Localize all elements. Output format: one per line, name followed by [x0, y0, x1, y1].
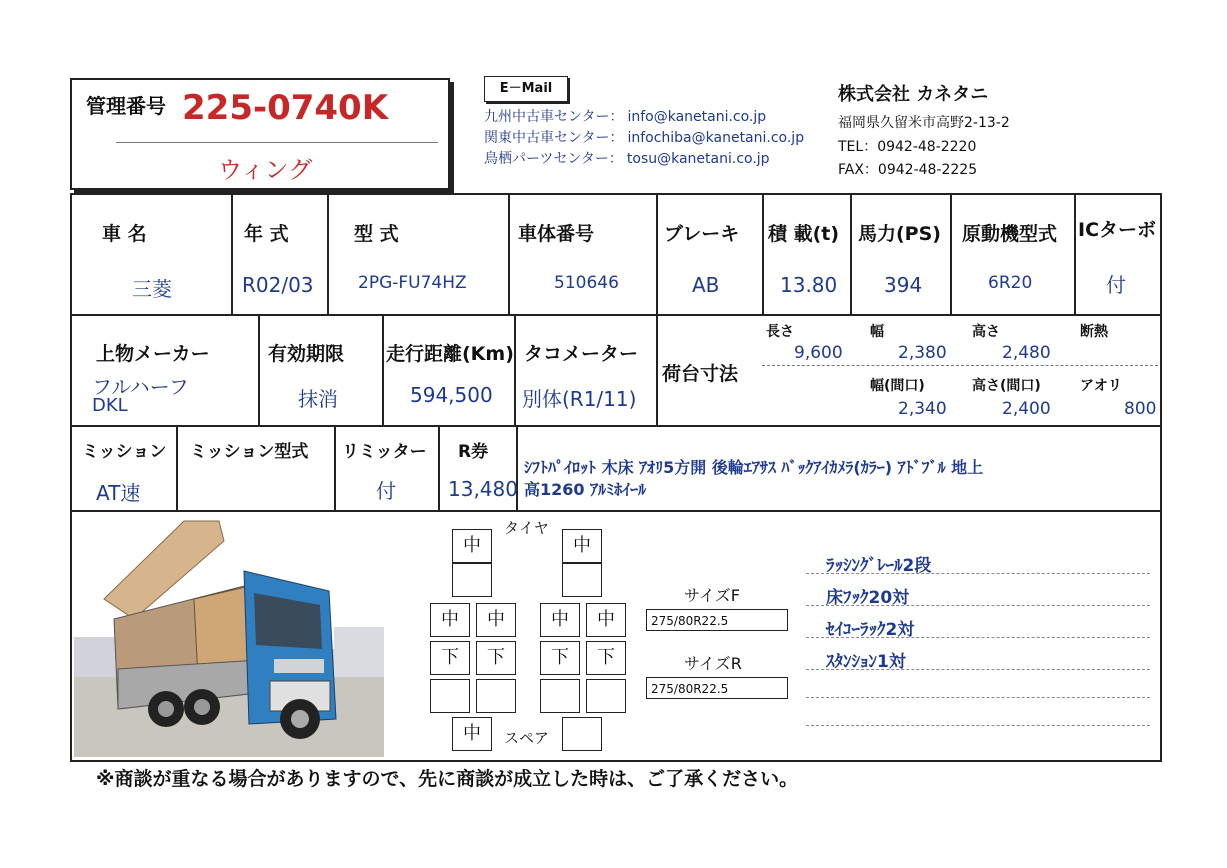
management-label: 管理番号	[86, 94, 166, 118]
value-inner-width: 2,340	[898, 399, 947, 419]
value-mission: AT速	[96, 481, 141, 505]
email-center: 九州中古車センター：	[484, 109, 624, 125]
email-title: E－Mail	[484, 76, 568, 102]
header-model: 型 式	[354, 223, 399, 245]
tire-front-left: 中	[452, 529, 492, 563]
header-turbo: ICターボ	[1078, 219, 1157, 241]
header-year: 年 式	[244, 223, 289, 245]
header-load: 積 載(t)	[768, 223, 840, 245]
tire-rear3-left-outer	[430, 679, 470, 713]
value-mileage: 594,500	[410, 383, 493, 407]
tire-spare-empty	[562, 717, 602, 751]
size-r-label: サイズR	[684, 654, 742, 673]
value-turbo: 付	[1106, 273, 1126, 297]
spare-label: スペア	[504, 729, 550, 747]
remarks-line-2: 高1260 ｱﾙﾐﾎｲｰﾙ	[524, 480, 647, 499]
label-width: 幅	[870, 324, 884, 340]
email-address[interactable]: infochiba@kanetani.co.jp	[627, 130, 805, 146]
equipment-item: ｽﾀﾝｼｮﾝ1対	[826, 652, 906, 672]
tire-rear2-right-outer: 下	[586, 641, 626, 675]
col-divider	[231, 195, 233, 314]
company-address: 福岡県久留米市高野2-13-2	[838, 115, 1010, 131]
value-power: 394	[884, 273, 923, 297]
dimension-divider	[762, 365, 1158, 366]
email-center: 鳥栖パーツセンター：	[484, 151, 623, 167]
value-inner-height: 2,400	[1002, 399, 1051, 419]
value-r-ticket: 13,480	[448, 477, 518, 501]
col-divider	[258, 314, 260, 425]
header-engine: 原動機型式	[962, 223, 1058, 245]
col-divider	[656, 314, 658, 425]
value-body-maker-sub: DKL	[92, 395, 128, 416]
col-divider	[850, 195, 852, 314]
company-name: 株式会社 カネタニ	[838, 84, 989, 105]
value-height: 2,480	[1002, 343, 1051, 363]
label-insulation: 断熱	[1080, 324, 1108, 340]
equipment-item: ﾗｯｼﾝｸﾞﾚｰﾙ2段	[826, 556, 932, 576]
equipment-item: 床ﾌｯｸ20対	[826, 588, 910, 608]
truck-photo	[74, 519, 384, 757]
header-bed-dimensions: 荷台寸法	[662, 363, 739, 385]
header-body-maker: 上物メーカー	[96, 343, 210, 365]
value-limiter: 付	[376, 479, 396, 503]
col-divider	[508, 195, 510, 314]
email-center: 関東中古車センター：	[484, 130, 624, 146]
value-tachometer: 別体(R1/11)	[522, 387, 637, 411]
value-expiry: 抹消	[298, 387, 338, 411]
tire-front-right-empty	[562, 563, 602, 597]
value-model: 2PG-FU74HZ	[358, 273, 467, 293]
equipment-rule	[806, 725, 1150, 726]
label-gate: アオリ	[1080, 378, 1122, 394]
tire-front-right: 中	[562, 529, 602, 563]
header-brake: ブレーキ	[664, 223, 740, 245]
tire-rear1-right-outer: 中	[586, 603, 626, 637]
col-divider	[950, 195, 952, 314]
company-tel: TEL：0942-48-2220	[838, 139, 977, 155]
value-year: R02/03	[242, 273, 314, 297]
tire-rear2-left-outer: 下	[430, 641, 470, 675]
size-f-value: 275/80R22.5	[646, 609, 788, 631]
row-divider	[72, 425, 1160, 427]
management-box	[70, 78, 450, 190]
value-chassis-number: 510646	[554, 273, 619, 293]
value-body-maker: フルハーフ	[92, 375, 189, 399]
header-mileage: 走行距離(Km)	[386, 343, 514, 365]
email-address[interactable]: info@kanetani.co.jp	[627, 109, 767, 125]
tire-rear1-left-outer: 中	[430, 603, 470, 637]
tire-rear3-right-outer	[586, 679, 626, 713]
email-line-tosu	[484, 148, 770, 168]
size-r-value: 275/80R22.5	[646, 677, 788, 699]
header-power: 馬力(PS)	[858, 223, 941, 245]
tire-front-left-empty	[452, 563, 492, 597]
equipment-item: ｾｲｺｰﾗｯｸ2対	[826, 620, 915, 640]
header-limiter: リミッター	[342, 442, 427, 462]
value-load: 13.80	[780, 273, 838, 297]
col-divider	[514, 314, 516, 425]
col-divider	[382, 314, 384, 425]
col-divider	[327, 195, 329, 314]
col-divider	[656, 195, 658, 314]
value-width: 2,380	[898, 343, 947, 363]
size-f-label: サイズF	[684, 586, 740, 605]
body-type: ウィング	[218, 156, 313, 184]
label-inner-width: 幅(間口)	[870, 378, 925, 394]
remarks-line-1: ｼﾌﾄﾊﾟｲﾛｯﾄ 木床 ｱｵﾘ5方開 後輪ｴｱｻｽ ﾊﾞｯｸｱｲｶﾒﾗ(ｶﾗｰ) ｱﾄﾞﾌﾞﾙ 地上	[524, 458, 984, 477]
tire-rear2-right-inner: 下	[540, 641, 580, 675]
value-gate: 800	[1124, 399, 1157, 419]
col-divider	[438, 425, 440, 510]
header-mission: ミッション	[82, 442, 167, 462]
col-divider	[762, 195, 764, 314]
label-inner-height: 高さ(間口)	[972, 378, 1041, 394]
row-divider	[72, 510, 1160, 512]
value-brake: AB	[692, 273, 720, 297]
header-expiry: 有効期限	[268, 343, 345, 365]
equipment-rule	[806, 697, 1150, 698]
label-height: 高さ	[972, 324, 1000, 340]
header-vehicle-name: 車 名	[102, 223, 147, 245]
label-length: 長さ	[766, 324, 794, 340]
tire-spare: 中	[452, 717, 492, 751]
tire-rear3-left-inner	[476, 679, 516, 713]
company-fax: FAX：0942-48-2225	[838, 162, 978, 178]
value-length: 9,600	[794, 343, 843, 363]
tire-rear2-left-inner: 下	[476, 641, 516, 675]
header-tachometer: タコメーター	[524, 343, 639, 365]
col-divider	[334, 425, 336, 510]
tire-title: タイヤ	[504, 519, 549, 537]
footer-note: ※商談が重なる場合がありますので、先に商談が成立した時は、ご了承ください。	[96, 768, 799, 790]
spec-table	[70, 193, 1162, 762]
email-address[interactable]: tosu@kanetani.co.jp	[626, 151, 770, 167]
tire-rear1-left-inner: 中	[476, 603, 516, 637]
email-line-kyushu	[484, 106, 766, 126]
header-r-ticket: R券	[458, 442, 489, 462]
row-divider	[72, 314, 1160, 316]
email-line-kanto	[484, 127, 804, 147]
value-vehicle-name: 三菱	[132, 277, 172, 301]
tire-rear3-right-inner	[540, 679, 580, 713]
header-chassis-number: 車体番号	[518, 223, 595, 245]
management-number: 225-0740K	[182, 88, 389, 128]
col-divider	[176, 425, 178, 510]
header-mission-model: ミッション型式	[190, 442, 309, 462]
truck-icon	[74, 519, 384, 757]
tire-rear1-right-inner: 中	[540, 603, 580, 637]
divider	[116, 142, 438, 143]
value-engine: 6R20	[988, 273, 1033, 293]
col-divider	[1074, 195, 1076, 314]
